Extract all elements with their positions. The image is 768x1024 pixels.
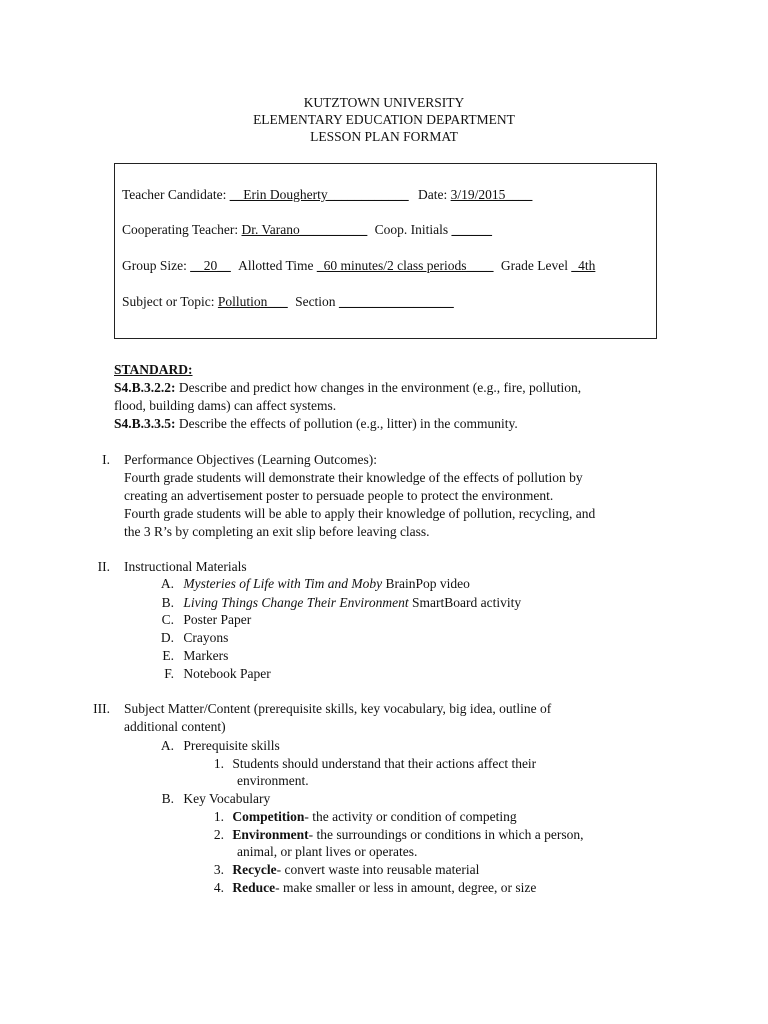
material-title: Living Things Change Their Environment xyxy=(183,595,409,610)
header-format: LESSON PLAN FORMAT xyxy=(310,129,458,144)
vocab-item xyxy=(208,808,517,825)
material-letter: A. xyxy=(160,576,174,591)
subject-row xyxy=(122,293,454,310)
item-text: Students should understand that their actions affect their xyxy=(232,756,537,771)
standard-2-code: S4.B.3.3.5: xyxy=(114,416,176,431)
section-field[interactable]: _________________ xyxy=(338,294,454,309)
material-item xyxy=(158,575,470,592)
date-field[interactable]: 3/19/2015____ xyxy=(450,187,533,202)
objective-line: the 3 R’s by completing an exit slip before leaving class. xyxy=(124,524,430,539)
grade-level-field[interactable]: _4th xyxy=(571,258,596,273)
material-letter: F. xyxy=(164,666,174,681)
material-item xyxy=(158,665,271,682)
material-text: Poster Paper xyxy=(183,612,252,627)
material-text: SmartBoard activity xyxy=(408,595,522,610)
allotted-time-label: Allotted Time xyxy=(238,258,314,273)
date-label: Date: xyxy=(417,187,448,202)
grade-level-label: Grade Level xyxy=(500,258,568,273)
subject-label: Subject or Topic: xyxy=(122,294,215,309)
material-text: BrainPop video xyxy=(382,576,470,591)
objective-line: creating an advertisement poster to persuade people to protect the environment. xyxy=(124,488,554,503)
material-text: Notebook Paper xyxy=(183,666,271,681)
vocab-definition-cont: animal, or plant lives or operates. xyxy=(237,844,418,859)
section-2-numeral: II. xyxy=(97,559,110,574)
group-size-field[interactable]: __20__ xyxy=(190,258,231,273)
vocab-term: Competition xyxy=(232,809,305,824)
material-item xyxy=(158,647,228,664)
prerequisite-item xyxy=(208,755,536,772)
material-letter: E. xyxy=(162,648,174,663)
key-vocabulary-heading xyxy=(158,790,270,807)
standard-2-text: Describe the effects of pollution (e.g., litter) in the community. xyxy=(178,416,518,431)
allotted-time-field[interactable]: _60 minutes/2 class periods____ xyxy=(316,258,494,273)
vocab-term: Recycle xyxy=(232,862,277,877)
section-1-title: Performance Objectives (Learning Outcomes): xyxy=(124,452,378,467)
teacher-candidate-row xyxy=(122,186,532,203)
material-letter: B. xyxy=(161,595,174,610)
section-3-numeral: III. xyxy=(93,701,110,716)
cooperating-teacher-row xyxy=(122,221,492,238)
section-2-title: Instructional Materials xyxy=(124,559,247,574)
standard-1-code: S4.B.3.2.2: xyxy=(114,380,176,395)
section-1-numeral: I. xyxy=(102,452,110,467)
item-number: 1. xyxy=(213,809,224,824)
group-size-label: Group Size: xyxy=(122,258,187,273)
vocab-item xyxy=(208,879,536,896)
vocab-term: Reduce xyxy=(232,880,276,895)
vocab-definition: - convert waste into reusable material xyxy=(276,862,480,877)
standard-2 xyxy=(114,415,518,432)
material-item xyxy=(158,629,228,646)
item-number: 4. xyxy=(213,880,224,895)
material-item xyxy=(158,594,521,611)
prerequisite-item-cont: environment. xyxy=(237,773,309,788)
coop-initials-label: Coop. Initials xyxy=(374,222,449,237)
header-department: ELEMENTARY EDUCATION DEPARTMENT xyxy=(253,112,515,127)
item-number: 2. xyxy=(213,827,224,842)
standard-1-text: Describe and predict how changes in the environment (e.g., fire, pollution, xyxy=(178,380,582,395)
material-text: Markers xyxy=(183,648,229,663)
group-size-row xyxy=(122,257,595,274)
material-letter: D. xyxy=(160,630,174,645)
subsection-title: Prerequisite skills xyxy=(183,738,280,753)
standard-1-text-cont: flood, building dams) can affect systems. xyxy=(114,398,337,413)
standard-heading: STANDARD: xyxy=(114,362,193,377)
item-number: 1. xyxy=(213,756,224,771)
teacher-candidate-label: Teacher Candidate: xyxy=(122,187,227,202)
material-text: Crayons xyxy=(183,630,229,645)
section-3-title: Subject Matter/Content (prerequisite skills, key vocabulary, big idea, outline of xyxy=(124,701,552,716)
material-item xyxy=(158,611,251,628)
cooperating-teacher-field[interactable]: Dr. Varano__________ xyxy=(241,222,368,237)
vocab-item xyxy=(208,826,583,843)
subsection-letter: B. xyxy=(161,791,174,806)
material-letter: C. xyxy=(161,612,174,627)
vocab-definition: - make smaller or less in amount, degree, or size xyxy=(275,880,537,895)
cooperating-teacher-label: Cooperating Teacher: xyxy=(122,222,239,237)
vocab-definition: - the surroundings or conditions in which a person, xyxy=(308,827,584,842)
subject-field[interactable]: Pollution___ xyxy=(217,294,288,309)
header-university: KUTZTOWN UNIVERSITY xyxy=(303,95,465,110)
vocab-definition: - the activity or condition of competing xyxy=(304,809,517,824)
prerequisite-skills-heading xyxy=(158,737,280,754)
vocab-item xyxy=(208,861,479,878)
objective-line: Fourth grade students will be able to apply their knowledge of pollution, recycling, and xyxy=(124,506,596,521)
subsection-title: Key Vocabulary xyxy=(183,791,271,806)
standard-1 xyxy=(114,379,581,396)
material-title: Mysteries of Life with Tim and Moby xyxy=(183,576,383,591)
subsection-letter: A. xyxy=(160,738,174,753)
coop-initials-field[interactable]: ______ xyxy=(451,222,493,237)
objective-line: Fourth grade students will demonstrate their knowledge of the effects of pollution by xyxy=(124,470,583,485)
item-number: 3. xyxy=(213,862,224,877)
section-3-title-cont: additional content) xyxy=(124,719,226,734)
teacher-candidate-field[interactable]: __Erin Dougherty____________ xyxy=(229,187,409,202)
vocab-term: Environment xyxy=(232,827,309,842)
section-label: Section xyxy=(295,294,336,309)
